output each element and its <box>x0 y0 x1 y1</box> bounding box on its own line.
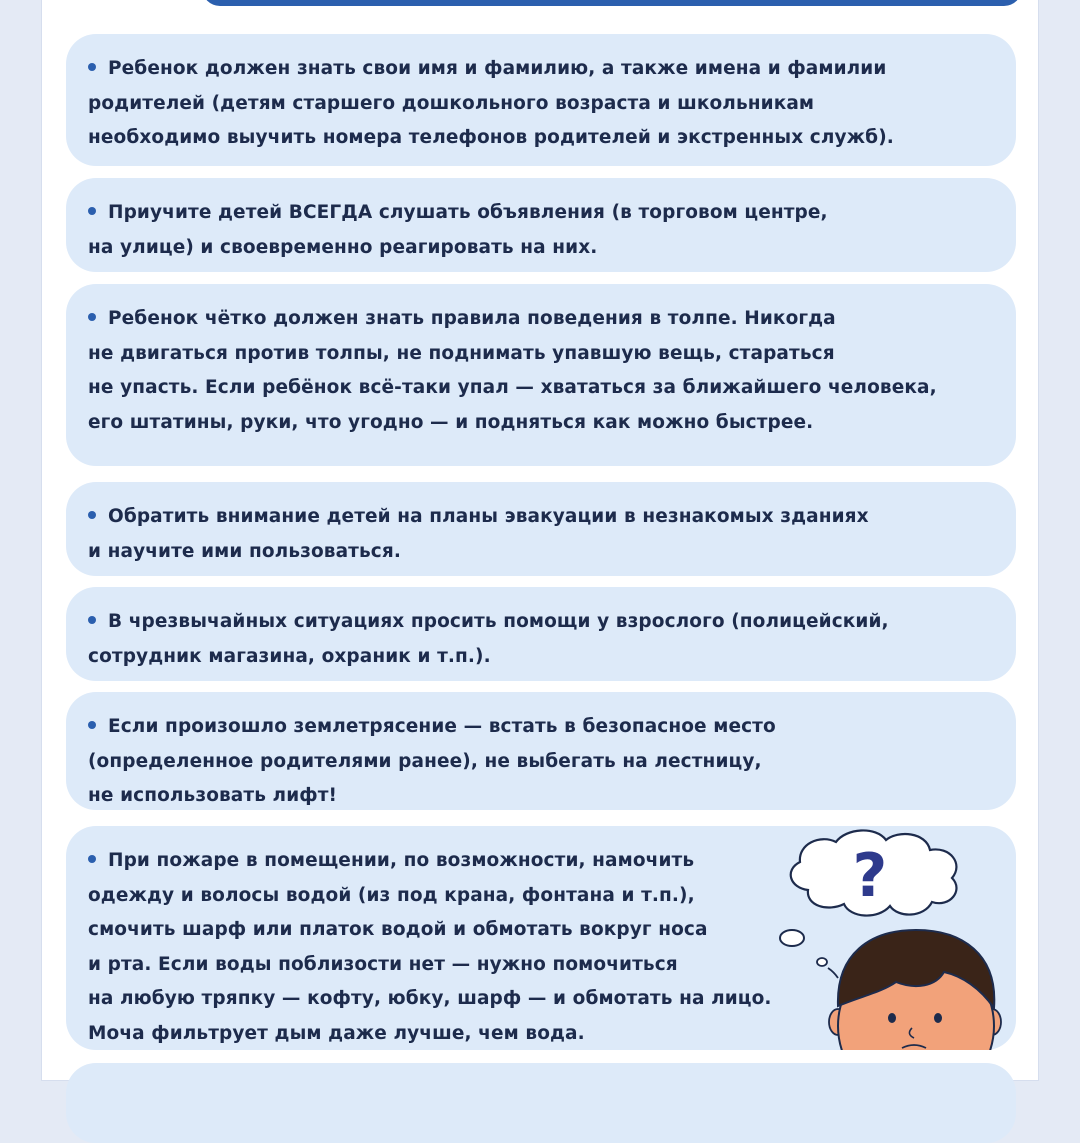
thought-bubble-tiny <box>817 958 827 966</box>
tip-line: Приучите детей ВСЕГДА слушать объявления (в торговом центре, <box>88 196 994 231</box>
bullet-icon <box>88 313 96 321</box>
header-banner <box>202 0 1022 6</box>
tip-line: Если произошло землетрясение — встать в безопасное место <box>88 710 994 745</box>
tip-line: не использовать лифт! <box>88 785 338 806</box>
tip-line: Ребенок должен знать свои имя и фамилию, а также имена и фамилии <box>88 52 994 87</box>
tip-line: и рта. Если воды поблизости нет — нужно помочиться <box>88 953 678 975</box>
poster-page <box>42 0 1038 1080</box>
tip-card-8-partial <box>66 1063 1016 1143</box>
tip-line: необходимо выучить номера телефонов родителей и экстренных служб). <box>88 127 894 148</box>
tip-line: не двигаться против толпы, не поднимать упавшую вещь, стараться <box>88 342 835 364</box>
tip-card-7 <box>66 826 1016 1050</box>
tip-card-6 <box>66 692 1016 810</box>
bullet-icon <box>88 721 96 729</box>
tip-card-3 <box>66 284 1016 466</box>
question-mark-icon: ? <box>852 841 888 911</box>
thought-cloud-icon <box>791 830 957 915</box>
tip-card-1 <box>66 34 1016 166</box>
bullet-icon <box>88 207 96 215</box>
tip-line: Обратить внимание детей на планы эвакуации в незнакомых зданиях <box>88 500 994 535</box>
tip-line: его штатины, руки, что угодно — и подняться как можно быстрее. <box>88 411 814 433</box>
tip-line: родителей (детям старшего дошкольного возраста и школьникам <box>88 92 815 114</box>
bullet-icon <box>88 63 96 71</box>
thinking-boy-illustration <box>766 826 1016 1050</box>
tip-line: Ребенок чётко должен знать правила поведения в толпе. Никогда <box>88 302 994 337</box>
tip-line: смочить шарф или платок водой и обмотать вокруг носа <box>88 919 708 940</box>
bullet-icon <box>88 511 96 519</box>
tip-line: и научите ими пользоваться. <box>88 540 401 562</box>
tip-line: Моча фильтрует дым даже лучше, чем вода. <box>88 1022 585 1044</box>
boy-face-icon <box>829 930 1001 1050</box>
tip-line: на улице) и своевременно реагировать на них. <box>88 236 598 258</box>
tip-line: (определенное родителями ранее), не выбегать на лестницу, <box>88 750 762 772</box>
tip-card-2 <box>66 178 1016 272</box>
tip-line: на любую тряпку — кофту, юбку, шарф — и обмотать на лицо. <box>88 988 772 1009</box>
tip-line: В чрезвычайных ситуациях просить помощи у взрослого (полицейский, <box>88 605 994 640</box>
tip-line: сотрудник магазина, охраник и т.п.). <box>88 645 491 667</box>
bullet-icon <box>88 855 96 863</box>
thought-bubble-small <box>780 930 804 946</box>
tip-line: При пожаре в помещении, по возможности, намочить <box>88 844 994 879</box>
tip-line: одежду и волосы водой (из под крана, фонтана и т.п.), <box>88 884 695 906</box>
tip-card-5 <box>66 587 1016 681</box>
tip-line: не упасть. Если ребёнок всё-таки упал — хвататься за ближайшего человека, <box>88 377 937 398</box>
bullet-icon <box>88 616 96 624</box>
tip-card-4 <box>66 482 1016 576</box>
